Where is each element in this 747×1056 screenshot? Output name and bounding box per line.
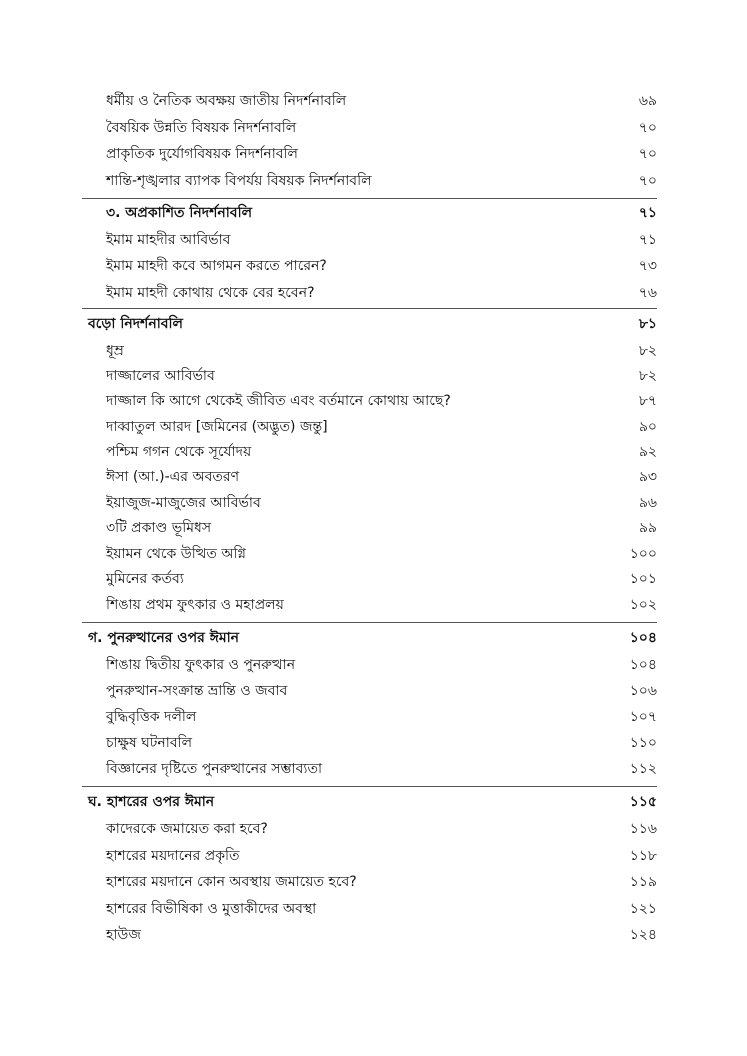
toc-entry: [106, 922, 657, 948]
toc-entry-page: ১০৭: [629, 709, 657, 725]
toc-entry-page: ১০৪: [629, 657, 657, 673]
toc-entry-title: শিঙায় দ্বিতীয় ফুৎকার ও পুনরুত্থান: [106, 657, 296, 673]
toc-entry-title: ঘ. হাশরের ওপর ঈমান: [88, 794, 215, 810]
toc-entry-page: ১০৬: [629, 683, 657, 699]
toc-entry-title: দাব্বাতুল আরদ [জমিনের (অদ্ভুত) জন্তু]: [106, 419, 328, 435]
toc-entry: [106, 869, 657, 895]
toc-entry-title: দাজ্জাল কি আগে থেকেই জীবিত এবং বর্তমানে কোথায় আছে?: [106, 393, 451, 409]
section-divider: [82, 786, 657, 787]
toc-entry-title: পুনরুত্থান-সংক্রান্ত ভ্রান্তি ও জবাব: [106, 683, 288, 699]
toc-entry-title: বুদ্ধিবৃত্তিক দলীল: [106, 709, 197, 725]
toc-entry-title: প্রাকৃতিক দুর্যোগবিষয়ক নিদর্শনাবলি: [106, 146, 298, 162]
toc-entry: [106, 566, 657, 592]
toc-entry: [106, 338, 657, 364]
toc-entry-title: হাশরের ময়দানের প্রকৃতি: [106, 848, 240, 864]
toc-entry-page: ১১৫: [629, 794, 657, 810]
toc-entry: [106, 816, 657, 842]
section-divider: [82, 198, 657, 199]
toc-entry: [106, 363, 657, 389]
section-divider: [82, 622, 657, 623]
toc-entry-page: ১০৪: [629, 630, 657, 646]
toc-entry: [106, 168, 657, 194]
toc-entry: [106, 253, 657, 279]
toc-entry: [106, 704, 657, 730]
section-divider: [82, 308, 657, 309]
toc-entry-page: ৭০: [638, 146, 657, 162]
toc-entry: [106, 678, 657, 704]
toc-entry-page: ৯৯: [638, 520, 657, 536]
toc-entry-title: শান্তি-শৃঙ্খলার ব্যাপক বিপর্যয় বিষয়ক নিদর্শনাবলি: [106, 173, 372, 189]
toc-entry: [106, 592, 657, 618]
toc-entry-page: ৮৭: [638, 393, 657, 409]
toc-entry: [106, 439, 657, 465]
toc-section-heading: [88, 625, 657, 651]
toc-entry-title: চাক্ষুষ ঘটনাবলি: [106, 735, 193, 751]
toc-entry-title: হাশরের বিভীষিকা ও মুত্তাকীদের অবস্থা: [106, 901, 317, 917]
toc-entry-title: ইয়াজুজ-মাজুজের আবির্ভাব: [106, 495, 261, 511]
toc-entry-page: ৯০: [638, 419, 657, 435]
toc-entry-title: বড়ো নিদর্শনাবলি: [88, 316, 183, 332]
toc-entry-page: ৯৬: [638, 495, 657, 511]
toc-entry-page: ৮২: [638, 343, 657, 359]
toc-entry-page: ৮২: [638, 368, 657, 384]
toc-entry-page: ৭৬: [638, 285, 657, 301]
toc-entry-page: ৭১: [638, 205, 657, 221]
toc-entry-title: ধূম্র: [106, 343, 124, 359]
toc-entry-title: ৩টি প্রকাণ্ড ভূমিধস: [106, 520, 212, 536]
toc-subsection-heading: [106, 200, 657, 226]
toc-entry-title: মুমিনের কর্তব্য: [106, 571, 184, 587]
toc-entry-title: দাজ্জালের আবির্ভাব: [106, 368, 215, 384]
toc-entry-page: ৭৩: [638, 258, 657, 274]
toc-entry-page: ৯২: [638, 444, 657, 460]
toc-entry-page: ৯৩: [638, 469, 657, 485]
toc-entry-page: ১১৮: [629, 848, 657, 864]
toc-entry: [106, 896, 657, 922]
toc-entry-page: ১০১: [629, 571, 657, 587]
toc-entry-title: হাউজ: [106, 927, 141, 943]
toc-entry-page: ১১২: [629, 761, 657, 777]
toc-entry-title: ধর্মীয় ও নৈতিক অবক্ষয় জাতীয় নিদর্শনাবলি: [106, 93, 347, 109]
toc-entry-title: ইমাম মাহদী কবে আগমন করতে পারেন?: [106, 258, 327, 274]
toc-entry-page: ১২৪: [629, 927, 657, 943]
toc-entry: [106, 464, 657, 490]
toc-section-heading: [88, 789, 657, 815]
toc-entry-page: ৬৯: [638, 93, 657, 109]
toc-entry-title: বিজ্ঞানের দৃষ্টিতে পুনরুত্থানের সম্ভাব্যতা: [106, 761, 323, 777]
toc-entry-title: পশ্চিম গগন থেকে সূর্যোদয়: [106, 444, 252, 460]
toc-entry-title: বৈষয়িক উন্নতি বিষয়ক নিদর্শনাবলি: [106, 120, 297, 136]
toc-entry-page: ১১৬: [629, 821, 657, 837]
toc-entry: [106, 115, 657, 141]
toc-entry-title: ইমাম মাহদী কোথায় থেকে বের হবেন?: [106, 285, 315, 301]
toc-entry-title: ৩. অপ্রকাশিত নিদর্শনাবলি: [106, 205, 253, 221]
toc-entry: [106, 756, 657, 782]
toc-entry-title: শিঙায় প্রথম ফুৎকার ও মহাপ্রলয়: [106, 597, 284, 613]
toc-entry: [106, 652, 657, 678]
toc-entry: [106, 541, 657, 567]
toc-entry-page: ১০২: [629, 597, 657, 613]
toc-entry: [106, 490, 657, 516]
toc-entry-title: হাশরের ময়দানে কোন অবস্থায় জমায়েত হবে?: [106, 874, 357, 890]
toc-entry-page: ৭০: [638, 120, 657, 136]
toc-entry-title: গ. পুনরুত্থানের ওপর ঈমান: [88, 630, 240, 646]
toc-entry: [106, 388, 657, 414]
toc-entry: [106, 88, 657, 114]
toc-entry-title: ইয়ামন থেকে উত্থিত অগ্নি: [106, 546, 246, 562]
toc-entry-page: ১১৯: [629, 874, 657, 890]
toc-entry-page: ৭০: [638, 173, 657, 189]
toc-entry-title: ইমাম মাহদীর আবির্ভাব: [106, 232, 231, 248]
toc-entry-title: কাদেরকে জমায়েত করা হবে?: [106, 821, 268, 837]
toc-entry-page: ১২১: [629, 901, 657, 917]
toc-entry: [106, 280, 657, 306]
toc-entry-page: ১০০: [629, 546, 657, 562]
toc-entry: [106, 730, 657, 756]
toc-section-heading: [88, 311, 657, 337]
toc-entry-title: ঈসা (আ.)-এর অবতরণ: [106, 469, 240, 485]
toc-entry: [106, 515, 657, 541]
toc-entry: [106, 227, 657, 253]
toc-entry: [106, 843, 657, 869]
toc-entry-page: ৭১: [638, 232, 657, 248]
toc-entry-page: ১১০: [629, 735, 657, 751]
toc-entry-page: ৮১: [638, 316, 657, 332]
toc-entry: [106, 414, 657, 440]
toc-entry: [106, 141, 657, 167]
